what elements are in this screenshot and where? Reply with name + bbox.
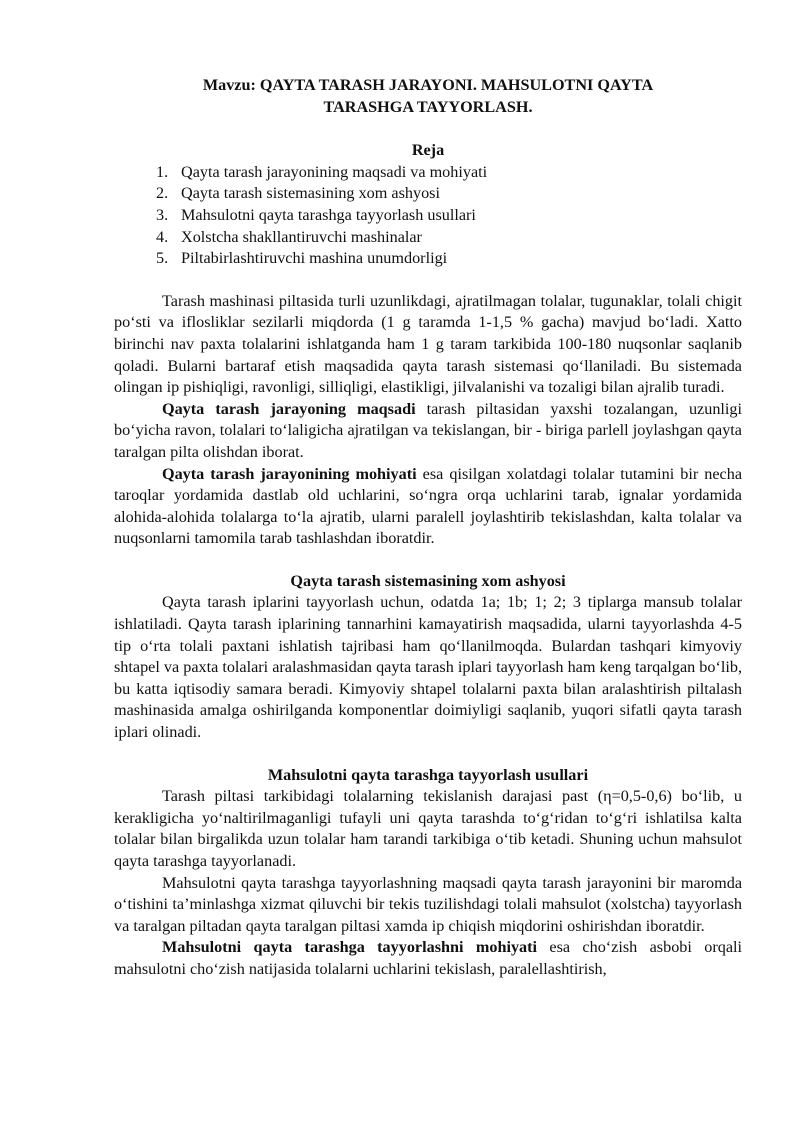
- section1-paragraph-1: Qayta tarash iplarini tayyorlash uchun, odatda 1a; 1b; 1; 2; 3 tiplarga mansub tolalar ishlatiladi. Qayta tarash iplarining tannarhini kamayatirish maqsadida, ularni tayyorlashda 4-5 tip o‘rta tolali paxtani ishlatish tajribasi ham qo‘llanilmoqda. Bulardan tashqari kimyoviy shtapel va paxta tolalari aralashmasidan qayta tarash iplari tayyorlash ham keng tarqalgan bo‘lib, bu katta iqtisodiy samara beradi. Kimyoviy shtapel tolalarni paxta bilan aralashtirish piltalash mashinasida amalga oshirilganda komponentlar doimiyligi saqlanib, yuqori sifatli qayta tarash iplari olinadi.: [114, 593, 742, 742]
- plan-heading: Reja: [411, 141, 445, 160]
- plan-item-text: Qayta tarash jarayonining maqsadi va mohiyati: [181, 162, 488, 181]
- section2-paragraph-1: Tarash piltasi tarkibidagi tolalarning tekislanish darajasi past (η=0,5-0,6) bo‘lib, u kerakligicha yo‘naltirilmaganligi tufayli uni qayta tarashda to‘g‘ridan to‘g‘ri ishlatilsa kalta tolalar bilan birgalikda uzun tolalar ham tarandi tarkibiga o‘tib ketadi. Shuning uchun mahsulot qayta tarashga tayyorlanadi.: [114, 787, 742, 870]
- plan-item-number: 4.: [156, 227, 169, 246]
- intro-paragraph-3-text: esa qisilgan xolatdagi tolalar tutamini bir necha taroqlar yordamida dastlab old uchlarini, so‘ngra orqa uchlarini tarab, ignalar yordamida alohida-alohida tolalarga to‘la ajratib, ularni paralell joylashtirib tekislashdan, kalta tolalar va nuqsonlarni tamomila tarab tashlashdan iboratdir.: [114, 464, 743, 548]
- plan-item-text: Xolstcha shakllantiruvchi mashinalar: [181, 227, 422, 246]
- plan-item: [114, 183, 742, 205]
- term-purpose: Qayta tarash jarayoning maqsadi: [162, 399, 416, 418]
- plan-item-number: 5.: [156, 249, 169, 268]
- section-heading-preparation-methods: Mahsulotni qayta tarashga tayyorlash usullari: [267, 765, 589, 784]
- plan-item-number: 3.: [156, 205, 169, 224]
- plan-list: [114, 162, 742, 270]
- term-essence: Qayta tarash jarayonining mohiyati: [162, 464, 417, 483]
- plan-item-text: Mahsulotni qayta tarashga tayyorlash usullari: [181, 205, 476, 224]
- section2-paragraph-3: [114, 937, 742, 980]
- section-heading-raw-material: Qayta tarash sistemasining xom ashyosi: [290, 571, 566, 590]
- intro-paragraph-3: [114, 464, 742, 550]
- plan-item: [114, 205, 742, 227]
- plan-item: [114, 227, 742, 249]
- document-title: [114, 75, 742, 118]
- intro-paragraph-2-text: tarash piltasidan yaxshi tozalangan, uzunligi bo‘yicha ravon, tolalari to‘laligicha ajratilgan va tekislangan, bir - biriga parlell joylashgan qayta taralgan pilta olishdan iborat.: [114, 399, 743, 461]
- intro-paragraph-2: [114, 399, 742, 464]
- term-preparation-essence: Mahsulotni qayta tarashga tayyorlashni mohiyati: [162, 938, 538, 957]
- title-line-1: Mavzu: QAYTA TARASH JARAYONI. MAHSULOTNI QAYTA: [202, 76, 654, 94]
- plan-item-text: Qayta tarash sistemasining xom ashyosi: [181, 184, 440, 203]
- plan-item: [114, 248, 742, 270]
- plan-item: [114, 162, 742, 184]
- intro-paragraph-1: Tarash mashinasi piltasida turli uzunlikdagi, ajratilmagan tolalar, tugunaklar, tolali chigit po‘sti va iflosliklar sezilarli miqdorda (1 g taramda 1-1,5 % gacha) mavjud bo‘ladi. Xatto birinchi nav paxta tolalarini ishlatganda ham 1 g taram tarkibida 100-180 nuqsonlar saqlanib qoladi. Bularni bartaraf etish maqsadida qayta tarash sistemasi qo‘llaniladi. Bu sistemada olingan ip pishiqligi, ravonligi, silliqligi, elastikligi, jilvalanishi va tozaligi bilan ajralib turadi.: [114, 291, 742, 397]
- plan-item-number: 1.: [156, 162, 169, 181]
- plan-item-number: 2.: [156, 184, 169, 203]
- title-line-2: TARASHGA TAYYORLASH.: [323, 97, 533, 116]
- section2-paragraph-3-text: esa cho‘zish asbobi orqali mahsulotni cho‘zish natijasida tolalarni uchlarini tekislash, paralellashtirish,: [114, 938, 742, 978]
- plan-item-text: Piltabirlashtiruvchi mashina unumdorligi: [181, 249, 448, 268]
- document-page: [114, 75, 742, 981]
- section2-paragraph-2: Mahsulotni qayta tarashga tayyorlashning maqsadi qayta tarash jarayonini bir maromda o‘tishini ta’minlashga xizmat qiluvchi bir tekis tuzilishdagi tolali mahsulot (xolstcha) tayyorlash va taralgan piltadan qayta taralgan piltasi xamda ip chiqish miqdorini oshirishdan iboratdir.: [114, 873, 742, 935]
